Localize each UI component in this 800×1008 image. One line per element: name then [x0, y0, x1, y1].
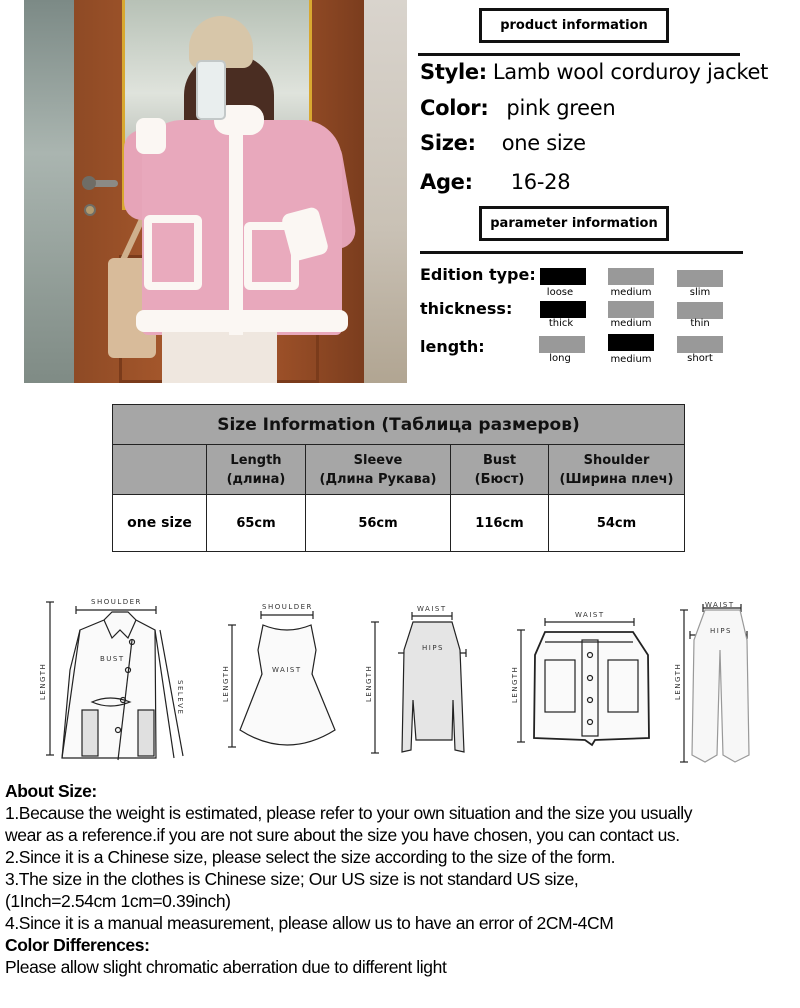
label-shoulder: SHOULDER: [262, 603, 313, 611]
swatch-slim: [677, 270, 723, 287]
photo-door-knob: [82, 176, 96, 190]
info-key: Style:: [420, 60, 487, 84]
label-waist: WAIST: [272, 666, 302, 674]
size-table-title: Size Information (Таблица размеров): [113, 405, 685, 445]
param-label-thickness: thickness:: [420, 299, 513, 318]
label-length: LENGTH: [39, 662, 47, 700]
label-hips: HIPS: [710, 627, 732, 635]
label-shoulder: SHOULDER: [91, 598, 142, 606]
swatch-caption: medium: [610, 287, 652, 298]
param-label-edition-type: Edition type:: [420, 265, 536, 284]
about-size-section: [5, 780, 800, 978]
photo-background-left: [24, 0, 79, 383]
swatch-thick: [540, 301, 586, 318]
cell-length: 65cm: [207, 495, 306, 552]
parameter-information-heading-text: parameter information: [490, 216, 658, 231]
color-differences-heading: Color Differences:: [5, 935, 150, 955]
label-hips: HIPS: [422, 644, 444, 652]
photo-jacket-placket: [229, 130, 243, 335]
info-row-age: [420, 170, 570, 194]
header-empty: [113, 445, 207, 495]
about-size-heading: About Size:: [5, 781, 97, 801]
header-ru: (Ширина плеч): [559, 471, 674, 487]
label-bust: BUST: [100, 655, 125, 663]
swatch-caption: loose: [546, 287, 574, 298]
header-en: Length: [230, 452, 282, 468]
label-waist: WAIST: [575, 611, 605, 619]
about-line: (1Inch=2.54cm 1cm=0.39inch): [5, 891, 231, 911]
info-value: pink green: [506, 96, 616, 120]
about-line: wear as a reference.if you are not sure about the size you have chosen, you can contact us.: [5, 825, 680, 845]
cell-sleeve: 56cm: [306, 495, 451, 552]
header-length: [207, 445, 306, 495]
photo-pocket-left: [144, 215, 202, 290]
info-row-color: [420, 96, 615, 120]
label-waist: WAIST: [417, 605, 447, 613]
swatch-thin: [677, 302, 723, 319]
shorts-diagram: [517, 618, 649, 745]
size-table-header: [113, 445, 685, 495]
about-line: 4.Since it is a manual measurement, please allow us to have an error of 2CM-4CM: [5, 913, 614, 933]
info-row-style: [420, 60, 768, 84]
table-row: [113, 495, 685, 552]
photo-pants: [162, 332, 277, 383]
measurement-diagrams: [0, 590, 800, 770]
color-differences-text: Please allow slight chromatic aberration due to different light: [5, 957, 447, 977]
product-information-heading: [479, 8, 669, 43]
swatch-caption: medium: [610, 354, 652, 365]
swatch-medium: [608, 301, 654, 318]
header-bust: [451, 445, 549, 495]
swatch-medium: [608, 334, 654, 351]
product-photo: [24, 0, 407, 383]
about-line: 3.The size in the clothes is Chinese size; Our US size is not standard US size,: [5, 869, 579, 889]
cell-bust: 116cm: [451, 495, 549, 552]
header-sleeve: [306, 445, 451, 495]
swatch-caption: thin: [690, 318, 710, 329]
swatch-caption: short: [687, 353, 713, 364]
swatch-long: [539, 336, 585, 353]
skirt-diagram: [398, 612, 466, 752]
header-shoulder: [549, 445, 685, 495]
photo-cuff-left: [136, 118, 166, 154]
info-value: 16-28: [510, 170, 571, 194]
parameter-information-heading: [479, 206, 669, 241]
cell-size: one size: [113, 495, 207, 552]
header-en: Sleeve: [353, 452, 403, 468]
info-key: Age:: [420, 170, 473, 194]
label-length: LENGTH: [511, 665, 519, 703]
swatch-loose: [540, 268, 586, 285]
label-sleeve: SELEVE: [176, 680, 184, 716]
divider: [418, 53, 740, 56]
about-line: 2.Since it is a Chinese size, please select the size according to the size of the form.: [5, 847, 616, 867]
info-value: Lamb wool corduroy jacket: [492, 60, 769, 84]
jacket-diagram: [46, 602, 183, 760]
label-waist: WAIST: [705, 601, 735, 609]
photo-phone: [196, 60, 226, 120]
swatch-caption: slim: [689, 287, 711, 298]
measurement-diagrams-svg: [0, 590, 800, 770]
swatch-medium: [608, 268, 654, 285]
cell-shoulder: 54cm: [549, 495, 685, 552]
swatch-caption: thick: [548, 318, 574, 329]
info-key: Size:: [420, 131, 476, 155]
about-line: 1.Because the weight is estimated, please refer to your own situation and the size you usually: [5, 803, 693, 823]
dress-diagram: [228, 611, 379, 753]
product-information-heading-text: product information: [500, 18, 648, 33]
header-ru: (Бюст): [474, 471, 525, 487]
header-en: Shoulder: [583, 452, 650, 468]
swatch-caption: medium: [610, 318, 652, 329]
photo-door-lock: [84, 204, 96, 216]
label-length: LENGTH: [222, 664, 230, 702]
size-table: [112, 404, 685, 552]
label-length: LENGTH: [674, 662, 682, 700]
info-key: Color:: [420, 96, 489, 120]
info-value: one size: [501, 131, 586, 155]
header-en: Bust: [482, 452, 517, 468]
label-length: LENGTH: [365, 664, 373, 702]
swatch-short: [677, 336, 723, 353]
photo-background-right: [364, 0, 407, 383]
swatch-caption: long: [549, 353, 571, 364]
divider: [420, 251, 743, 254]
param-label-length: length:: [420, 337, 485, 356]
info-row-size: [420, 131, 586, 155]
header-ru: (длина): [226, 471, 286, 487]
header-ru: (Длина Рукава): [319, 471, 437, 487]
